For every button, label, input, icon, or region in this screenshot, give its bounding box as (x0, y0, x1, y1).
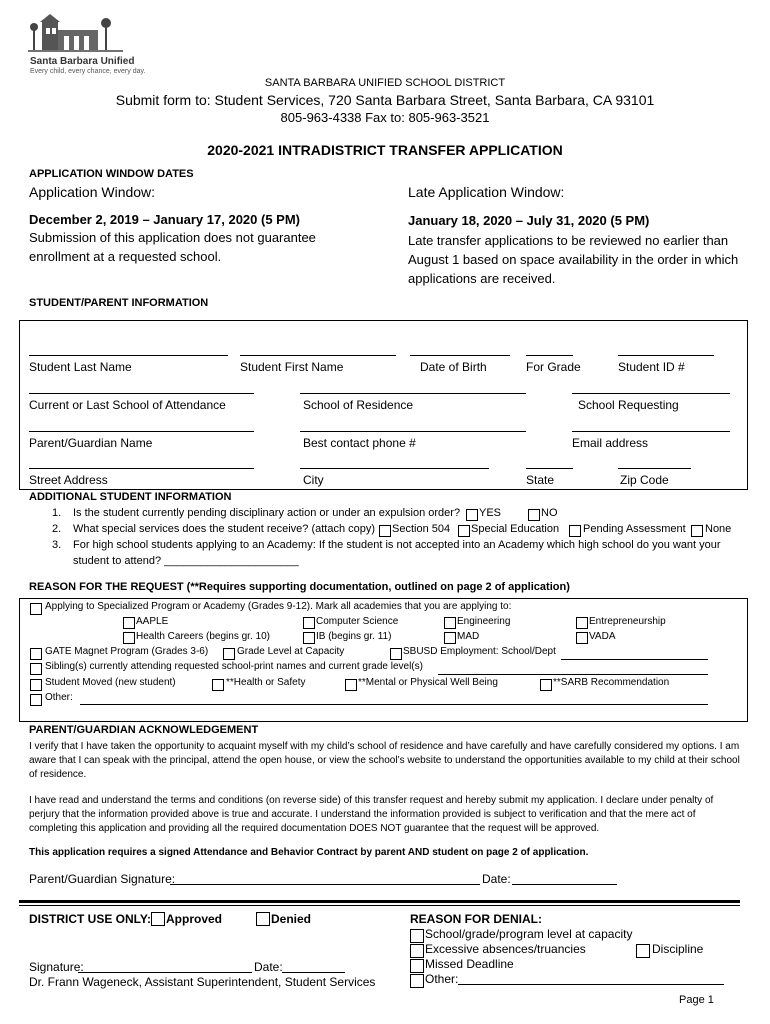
ack-contract-note: This application requires a signed Attendance and Behavior Contract by parent AND student on page 2 of application. (29, 847, 589, 858)
first-name-field[interactable] (240, 355, 396, 356)
guardian-name-field[interactable] (29, 431, 254, 432)
denied-label: Denied (271, 912, 312, 926)
other-label: Other: (45, 692, 73, 703)
residence-school-field[interactable] (300, 393, 526, 394)
q3-number: 3. (52, 539, 62, 551)
late-note-1: Late transfer applications to be reviewed no earlier than (408, 233, 729, 248)
q3-text-2: student to attend? ______________________ (73, 555, 299, 567)
city-label: City (303, 473, 324, 487)
official-name: Dr. Frann Wageneck, Assistant Superintendent, Student Services (29, 975, 376, 989)
sarb-checkbox[interactable] (540, 679, 552, 691)
district-date-field[interactable] (282, 972, 345, 973)
application-note-1: Submission of this application does not guarantee (29, 230, 316, 245)
specialized-checkbox[interactable] (30, 603, 42, 615)
other-field[interactable] (80, 704, 708, 705)
sibling-checkbox[interactable] (30, 663, 42, 675)
section-504-label: Section 504 (392, 523, 451, 535)
denial-discipline-checkbox[interactable] (636, 944, 650, 958)
special-ed-label: Special Education (471, 523, 560, 535)
ib-label: IB (begins gr. 11) (316, 631, 392, 642)
section-504-checkbox[interactable] (379, 525, 391, 537)
logo-tagline: Every child, every chance, every day. (30, 68, 146, 75)
street-label: Street Address (29, 473, 108, 487)
sbusd-label: SBUSD Employment: School/Dept (403, 646, 556, 657)
first-name-label: Student First Name (240, 360, 344, 374)
vada-label: VADA (589, 631, 616, 642)
ack-paragraph-1: I verify that I have taken the opportunity to acquaint myself with my child’s school of residence and have carefully and have carefully considered my options. I am aware that I can speak with the principal, attend the open house, or view the school’s website to understand the opportunities available to my child at their school of residence. (29, 741, 740, 780)
last-name-field[interactable] (29, 355, 228, 356)
special-ed-checkbox[interactable] (458, 525, 470, 537)
school-building-logo-icon (28, 14, 128, 54)
current-school-field[interactable] (29, 393, 254, 394)
sarb-label: **SARB Recommendation (553, 677, 670, 688)
none-label: None (705, 523, 732, 535)
district-signature-label: Signature: (29, 960, 84, 974)
phone-fax: 805-963-4338 Fax to: 805-963-3521 (280, 110, 490, 125)
denial-heading: REASON FOR DENIAL: (410, 912, 542, 926)
cs-checkbox[interactable] (303, 617, 315, 629)
other-checkbox[interactable] (30, 694, 42, 706)
health-safety-checkbox[interactable] (212, 679, 224, 691)
denial-other-field[interactable] (458, 984, 724, 985)
additional-heading: ADDITIONAL STUDENT INFORMATION (29, 491, 232, 503)
application-window-dates: December 2, 2019 – January 17, 2020 (5 PM) (29, 212, 300, 227)
window-heading: APPLICATION WINDOW DATES (29, 168, 194, 180)
late-window-label: Late Application Window: (408, 184, 565, 200)
residence-school-label: School of Residence (303, 398, 414, 412)
pending-assessment-checkbox[interactable] (569, 525, 581, 537)
street-field[interactable] (29, 468, 254, 469)
specialized-label: Applying to Specialized Program or Academy (Grades 9-12). Mark all academies that you are applying to: (45, 601, 512, 612)
guardian-signature-label: Parent/Guardian Signature: (29, 872, 176, 886)
dob-label: Date of Birth (420, 360, 487, 374)
denial-capacity-checkbox[interactable] (410, 929, 424, 943)
district-signature-field[interactable] (78, 972, 252, 973)
requesting-school-field[interactable] (572, 393, 730, 394)
district-name: SANTA BARBARA UNIFIED SCHOOL DISTRICT (264, 77, 506, 89)
moved-label: Student Moved (new student) (45, 677, 176, 688)
entrepreneurship-label: Entrepreneurship (589, 616, 666, 627)
page-title: 2020-2021 INTRADISTRICT TRANSFER APPLICATION (207, 142, 563, 158)
section-divider (19, 900, 740, 903)
engineering-checkbox[interactable] (444, 617, 456, 629)
guardian-name-label: Parent/Guardian Name (29, 436, 153, 450)
district-use-heading: DISTRICT USE ONLY: (29, 912, 152, 926)
reason-heading: REASON FOR THE REQUEST (**Requires supporting documentation, outlined on page 2 of application) (29, 581, 570, 593)
no-label: NO (541, 507, 558, 519)
application-window-label: Application Window: (29, 184, 156, 200)
health-careers-label: Health Careers (begins gr. 10) (136, 631, 270, 642)
denial-capacity-label: School/grade/program level at capacity (425, 927, 633, 941)
none-checkbox[interactable] (691, 525, 703, 537)
mental-checkbox[interactable] (345, 679, 357, 691)
state-field[interactable] (526, 468, 573, 469)
guardian-signature-field[interactable] (170, 884, 480, 885)
phone-field[interactable] (300, 431, 526, 432)
aaple-label: AAPLE (136, 616, 169, 627)
engineering-label: Engineering (457, 616, 511, 627)
state-label: State (526, 473, 555, 487)
q2-number: 2. (52, 523, 62, 535)
grade-capacity-label: Grade Level at Capacity (237, 646, 345, 657)
submit-address: Submit form to: Student Services, 720 Santa Barbara Street, Santa Barbara, CA 93101 (115, 92, 655, 108)
late-note-3: applications are received. (408, 271, 556, 286)
page-number: Page 1 (679, 994, 714, 1006)
denial-discipline-label: Discipline (652, 942, 704, 956)
email-field[interactable] (572, 431, 730, 432)
phone-label: Best contact phone # (303, 436, 416, 450)
no-checkbox[interactable] (528, 509, 540, 521)
denial-other-label: Other: (425, 972, 459, 986)
ack-heading: PARENT/GUARDIAN ACKNOWLEDGEMENT (29, 724, 259, 736)
denial-absences-label: Excessive absences/truancies (425, 942, 586, 956)
q1-number: 1. (52, 507, 62, 519)
email-label: Email address (572, 436, 649, 450)
guardian-date-label: Date: (482, 872, 511, 886)
aaple-checkbox[interactable] (123, 617, 135, 629)
denied-checkbox[interactable] (256, 912, 270, 926)
denial-deadline-label: Missed Deadline (425, 957, 514, 971)
zip-label: Zip Code (620, 473, 669, 487)
cs-label: Computer Science (316, 616, 399, 627)
grade-label: For Grade (526, 360, 581, 374)
dob-field[interactable] (410, 355, 510, 356)
application-note-2: enrollment at a requested school. (29, 249, 222, 264)
yes-checkbox[interactable] (466, 509, 478, 521)
denial-other-checkbox[interactable] (410, 974, 424, 988)
logo-name: Santa Barbara Unified (30, 56, 135, 67)
requesting-school-label: School Requesting (578, 398, 679, 412)
entrepreneurship-checkbox[interactable] (576, 617, 588, 629)
sibling-label: Sibling(s) currently attending requested school-print names and current grade level(s) (45, 661, 423, 672)
pending-assessment-label: Pending Assessment (583, 523, 686, 535)
gate-checkbox[interactable] (30, 648, 42, 660)
vada-checkbox[interactable] (576, 632, 588, 644)
denial-absences-checkbox[interactable] (410, 944, 424, 958)
student-id-field[interactable] (618, 355, 714, 356)
approved-label: Approved (166, 912, 223, 926)
last-name-label: Student Last Name (29, 360, 132, 374)
q3-text: For high school students applying to an Academy: If the student is not accepted into an Academy which high school do you want your (73, 539, 721, 551)
gate-label: GATE Magnet Program (Grades 3-6) (45, 646, 209, 657)
late-note-2: August 1 based on space availability in the order in which (408, 252, 739, 267)
mad-label: MAD (457, 631, 480, 642)
sibling-field[interactable] (438, 674, 708, 675)
q1-text: Is the student currently pending disciplinary action or under an expulsion order? (73, 507, 461, 519)
ib-checkbox[interactable] (303, 632, 315, 644)
mental-label: **Mental or Physical Well Being (358, 677, 498, 688)
city-field[interactable] (300, 468, 489, 469)
sbusd-checkbox[interactable] (390, 648, 402, 660)
approved-checkbox[interactable] (151, 912, 165, 926)
zip-field[interactable] (618, 468, 691, 469)
section-divider-thin (19, 905, 740, 906)
yes-label: YES (479, 507, 502, 519)
denial-deadline-checkbox[interactable] (410, 959, 424, 973)
health-safety-label: **Health or Safety (226, 677, 306, 688)
late-window-dates: January 18, 2020 – July 31, 2020 (5 PM) (408, 213, 650, 228)
grade-field[interactable] (526, 355, 573, 356)
grade-capacity-checkbox[interactable] (223, 648, 235, 660)
district-date-label: Date: (254, 960, 283, 974)
guardian-date-field[interactable] (512, 884, 617, 885)
current-school-label: Current or Last School of Attendance (29, 398, 226, 412)
q2-text: What special services does the student receive? (attach copy) (73, 523, 376, 535)
health-careers-checkbox[interactable] (123, 632, 135, 644)
moved-checkbox[interactable] (30, 679, 42, 691)
student-heading: STUDENT/PARENT INFORMATION (29, 297, 209, 309)
sbusd-field[interactable] (561, 659, 708, 660)
student-id-label: Student ID # (618, 360, 685, 374)
ack-paragraph-2: I have read and understand the terms and conditions (on reverse side) of this transfer request and hereby submit my application. I declare under penalty of perjury that the information provided above is true and accurate. I understand the information provided is subject to verification and that the mere act of completing this application and providing all the required documentation DOES NOT guarantee that the request will be approved. (29, 795, 714, 834)
mad-checkbox[interactable] (444, 632, 456, 644)
